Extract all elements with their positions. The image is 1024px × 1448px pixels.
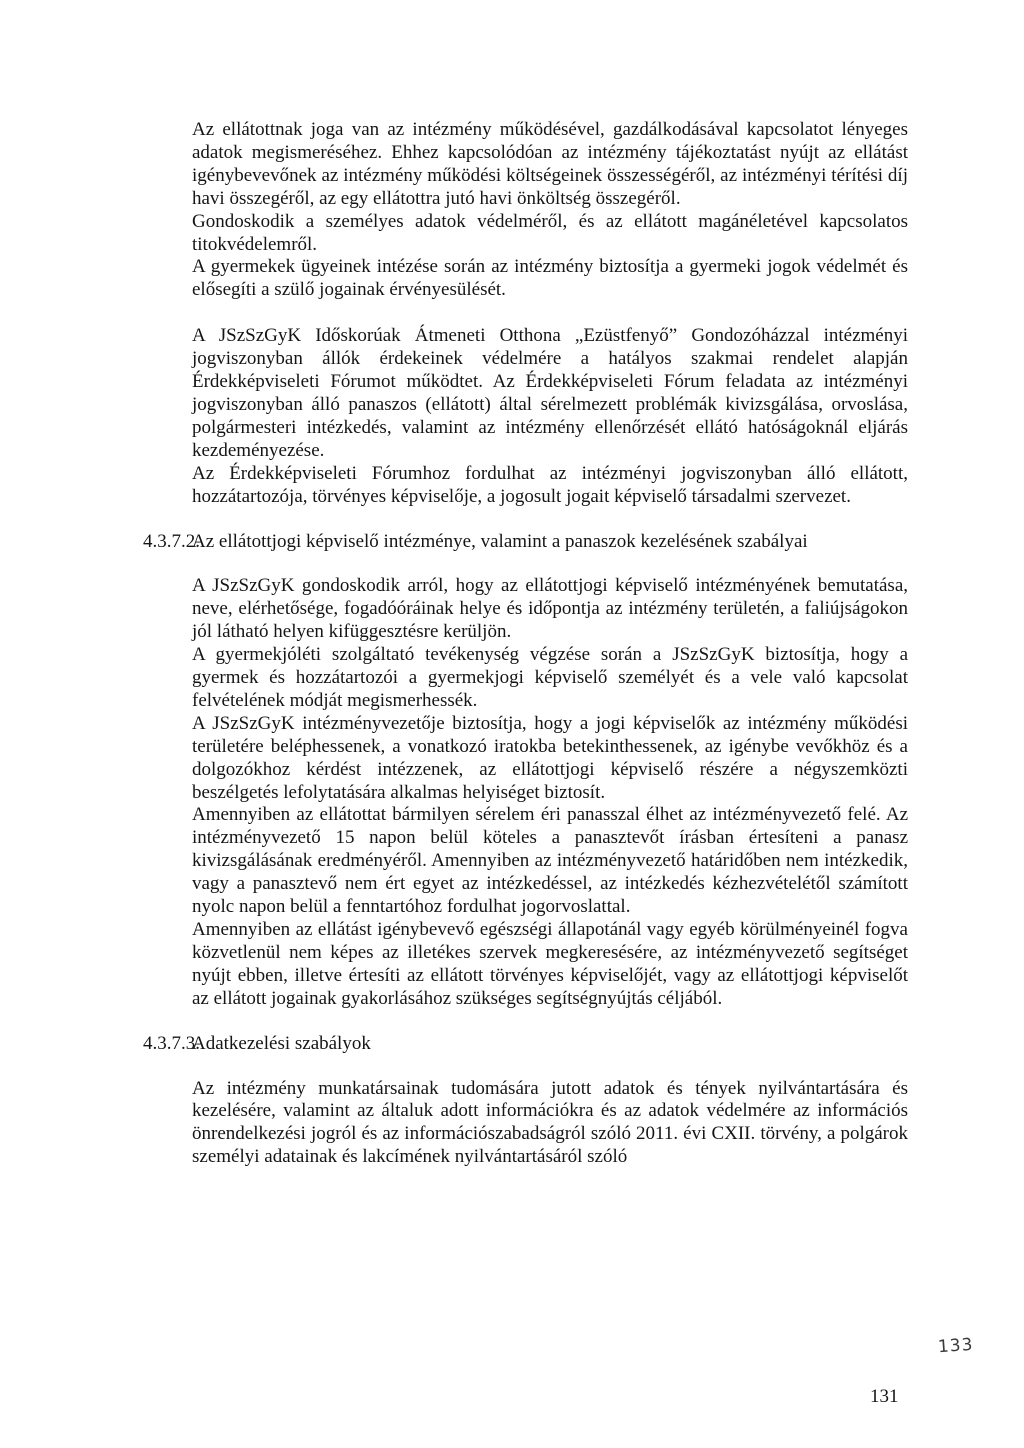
- paragraph: Amennyiben az ellátottat bármilyen sérelem éri panasszal élhet az intézményvezető felé. Az intézményvezető 15 napon belül köteles a panasztevőt írásban értesíteni a panasz kivizsgálásának eredményéről. Amennyiben az intézményvezető határidőben nem intézkedik, vagy a panasztevő nem ért egyet az intézkedéssel, az intézkedés kézhezvételétől számított nyolc napon belül a fenntartóhoz fordulhat jogorvoslattal.: [192, 804, 908, 918]
- paragraph: Amennyiben az ellátást igénybevevő egészségi állapotánál vagy egyéb körülményeinél fogva közvetlenül nem képes az illetékes szervek megkeresésére, az intézményvezető segítséget nyújt ebben, illetve értesíti az ellátott törvényes képviselőjét, vagy az ellátottjogi képviselőt az ellátott jogainak gyakorlásához szükséges segítségnyújtás céljából.: [192, 919, 908, 1009]
- page-number: 131: [870, 1386, 899, 1407]
- section-title: Az ellátottjogi képviselő intézménye, valamint a panaszok kezelésének szabályai: [192, 530, 808, 552]
- document-body: [143, 119, 908, 1169]
- handwritten-page-note: 133: [937, 1334, 975, 1358]
- section-heading-4-3-7-3: [143, 1032, 908, 1056]
- paragraph: A JSzSzGyK Időskorúak Átmeneti Otthona „Ezüstfenyő” Gondozóházzal intézményi jogviszonyban állók érdekeinek védelmére a hatályos szakmai rendelet alapján Érdekképviseleti Fórumot működtet. Az Érdekképviseleti Fórum feladata az intézményi jogviszonyban álló panaszos (ellátott) által sérelmezett problémák kivizsgálása, orvoslása, polgármesteri intézkedés, valamint az intézmény ellenőrzését ellátó hatóságoknál eljárás kezdeményezése.: [192, 325, 908, 461]
- paragraph: Az ellátottnak joga van az intézmény működésével, gazdálkodásával kapcsolatot lényeges adatok megismeréséhez. Ehhez kapcsolódóan az intézmény tájékoztatást nyújt az ellátást igénybevevőnek az intézmény működési költségeinek összességéről, az intézményi térítési díj havi összegéről, az egy ellátottra jutó havi önköltség összegéről.: [192, 119, 908, 209]
- paragraph: A JSzSzGyK gondoskodik arról, hogy az ellátottjogi képviselő intézményének bemutatása, neve, elérhetősége, fogadóóráinak helye és időpontja az intézmény területén, a faliújságokon jól látható helyen kifüggesztésre kerüljön.: [192, 575, 908, 643]
- section-number: 4.3.7.2.: [143, 530, 200, 552]
- paragraph: Az intézmény munkatársainak tudomására jutott adatok és tények nyilvántartására és kezelésére, valamint az általuk adott információkra és az adatok védelmére az információs önrendelkezési jogról és az információszabadságról szóló 2011. évi CXII. törvény, a polgárok személyi adatainak és lakcímének nyilvántartásáról szóló: [192, 1077, 908, 1168]
- section-title: Adatkezelési szabályok: [192, 1032, 371, 1054]
- paragraph: A JSzSzGyK intézményvezetője biztosítja, hogy a jogi képviselők az intézmény működési területére beléphessenek, a vonatkozó iratokba betekinthessenek, az igénybe vevőkhöz és a dolgozókhoz kérdést intézzenek, az ellátottjogi képviselő részére a négyszemközti beszélgetés lefolytatására alkalmas helyiséget biztosít.: [192, 712, 908, 803]
- paragraph: A gyermekjóléti szolgáltató tevékenység végzése során a JSzSzGyK biztosítja, hogy a gyermek és hozzátartozói a gyermekjogi képviselő személyét és a vele való kapcsolat felvételének módját megismerhessék.: [192, 644, 908, 711]
- section-number: 4.3.7.3.: [143, 1032, 200, 1054]
- paragraph: Az Érdekképviseleti Fórumhoz fordulhat az intézményi jogviszonyban álló ellátott, hozzátartozója, törvényes képviselője, a jogosult jogait képviselő társadalmi szervezet.: [192, 462, 908, 507]
- paragraph: Gondoskodik a személyes adatok védelméről, és az ellátott magánéletével kapcsolatos titokvédelemről.: [192, 210, 908, 255]
- section-heading-4-3-7-2: [143, 530, 908, 554]
- paragraph: A gyermekek ügyeinek intézése során az intézmény biztosítja a gyermeki jogok védelmét és elősegíti a szülő jogainak érvényesülését.: [192, 256, 908, 301]
